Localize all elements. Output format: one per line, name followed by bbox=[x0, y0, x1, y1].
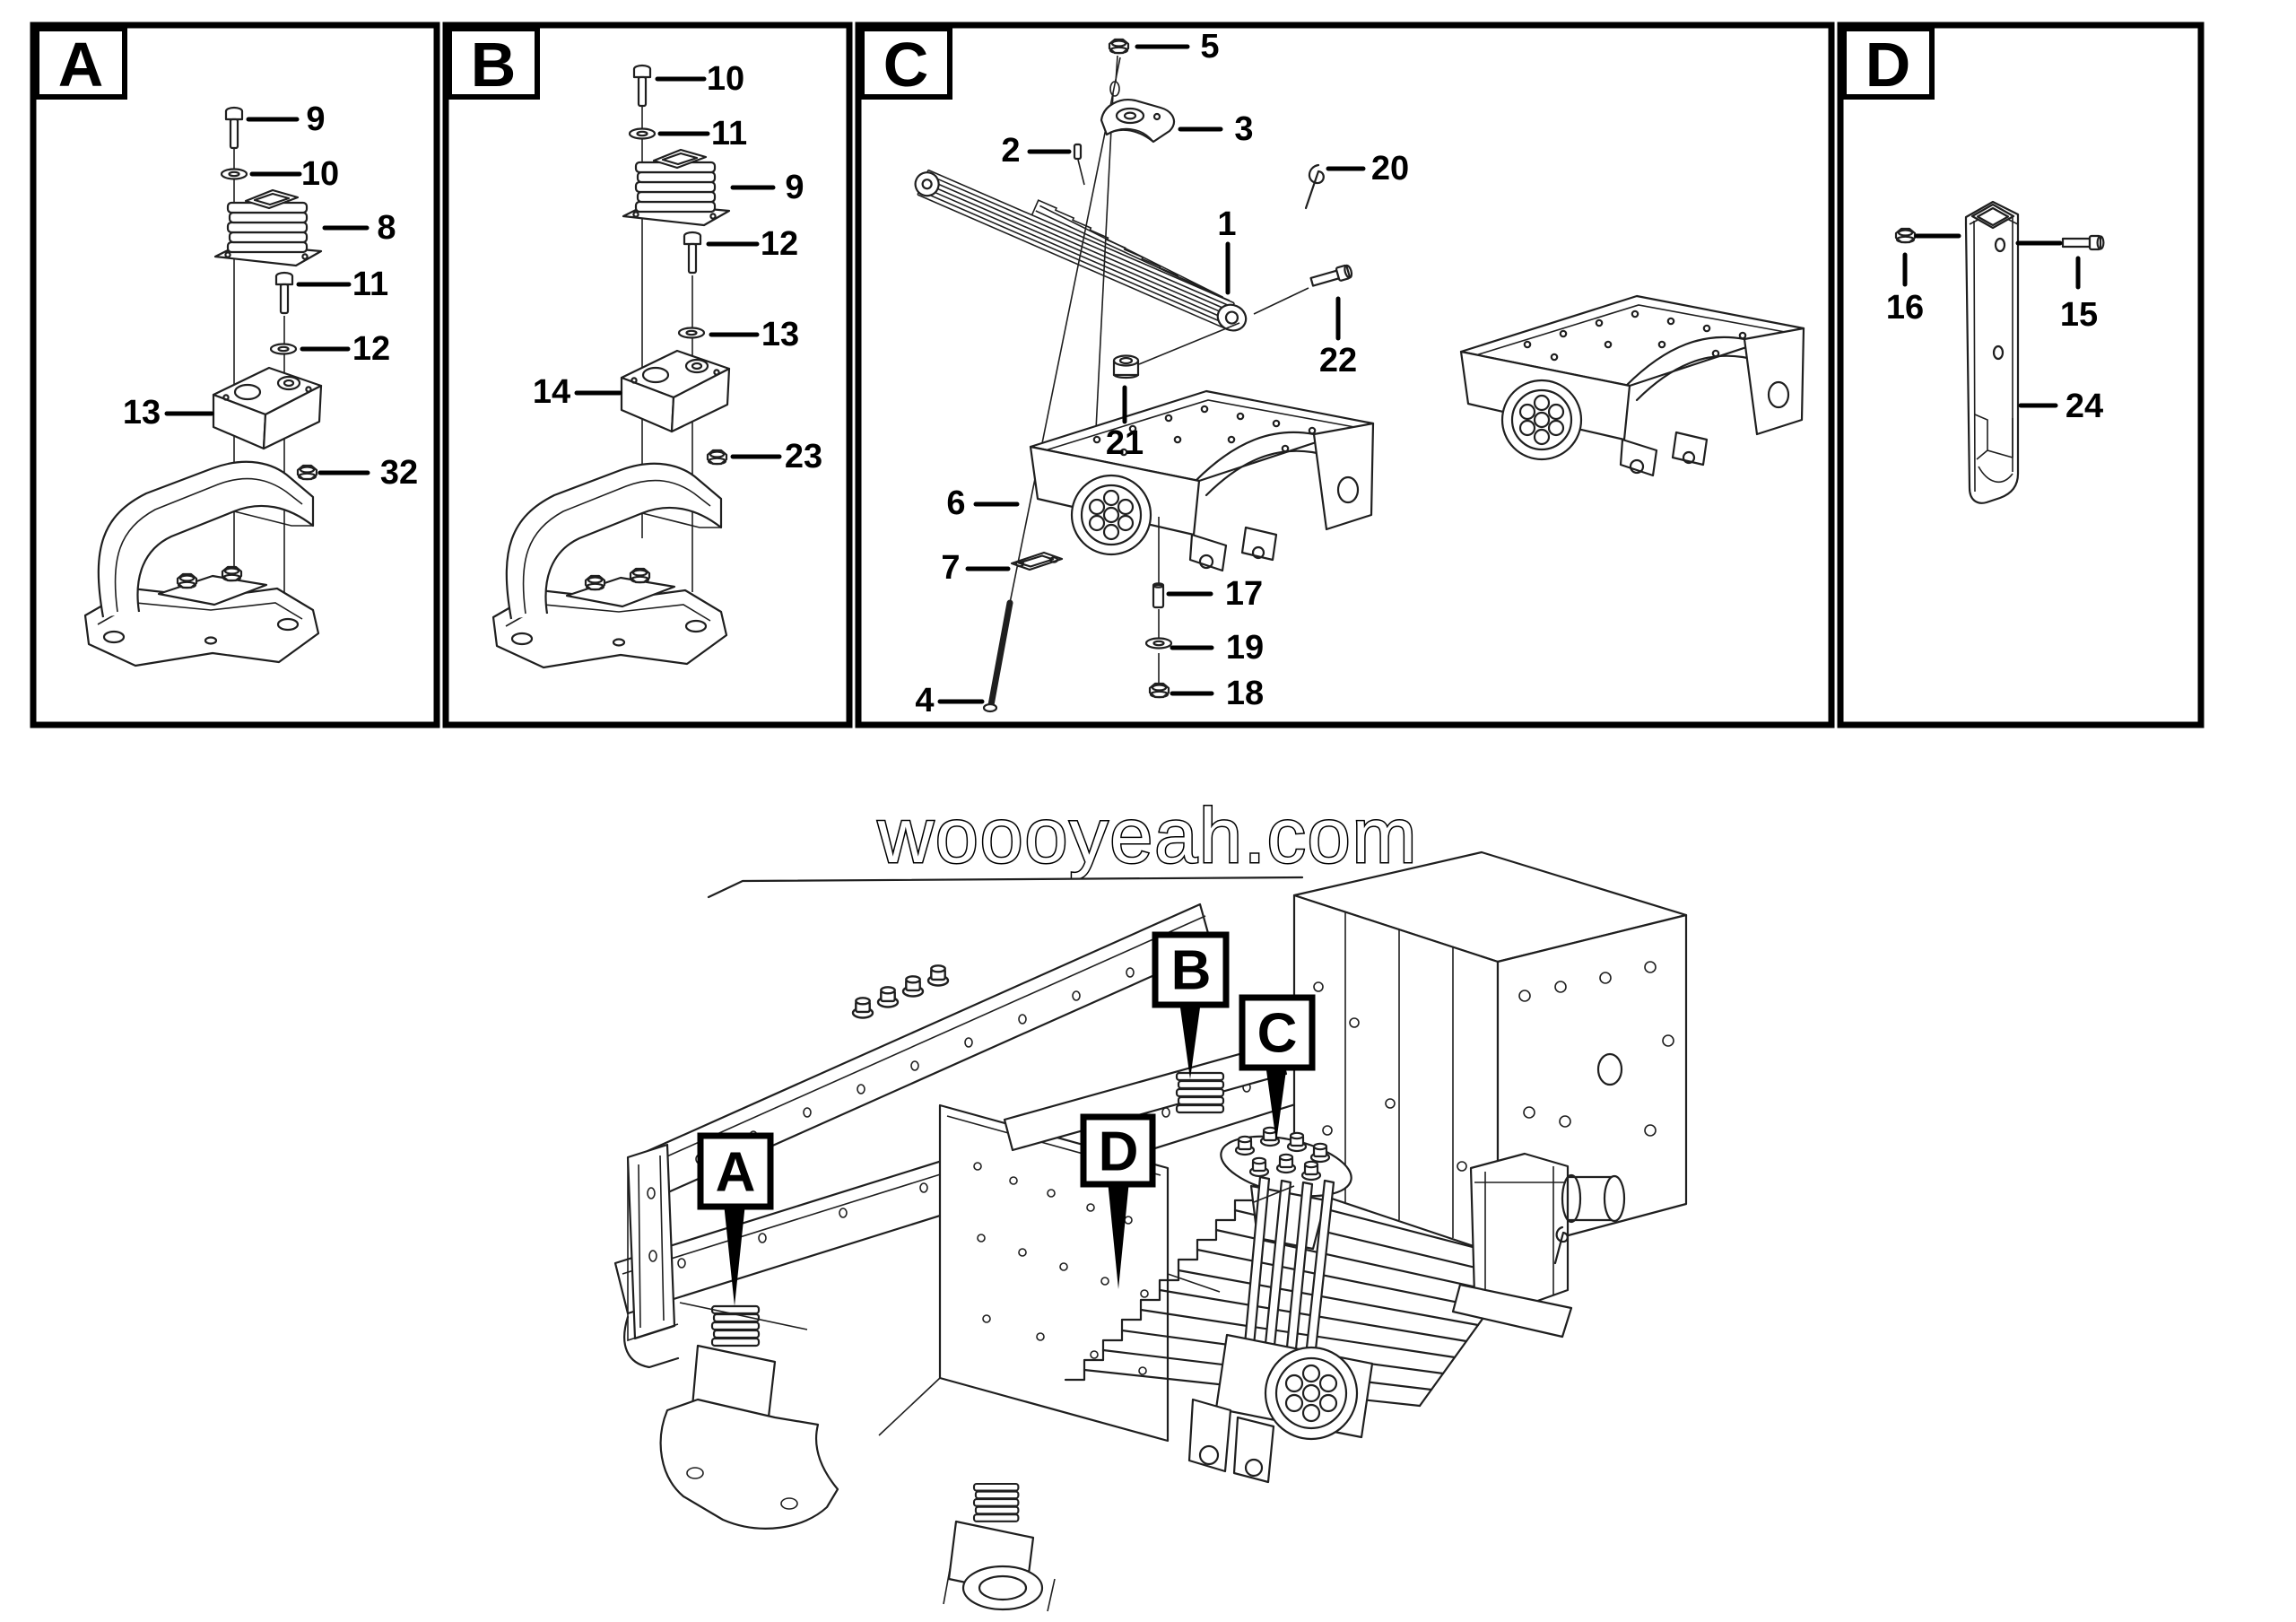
callout-b-letter: B bbox=[1170, 939, 1212, 1002]
cap-glyph-3 bbox=[1101, 100, 1174, 142]
panel-c-drawing bbox=[911, 39, 1804, 711]
bushing-glyph-21 bbox=[1114, 356, 1138, 379]
bellows-glyph-9 bbox=[623, 150, 729, 225]
rod-glyph-4 bbox=[991, 603, 1010, 705]
panel-a-drawing bbox=[85, 108, 321, 666]
callout-c-letter: C bbox=[1257, 1002, 1298, 1065]
part-label-12b: 12 bbox=[760, 225, 799, 263]
part-label-10: 10 bbox=[300, 155, 340, 193]
washer-glyph-19 bbox=[1146, 639, 1171, 649]
machine-overview-drawing bbox=[615, 852, 1686, 1611]
part-label-7: 7 bbox=[941, 549, 961, 587]
panel-d bbox=[1840, 25, 2201, 725]
part-label-9: 9 bbox=[306, 100, 326, 138]
part-label-18: 18 bbox=[1225, 675, 1265, 712]
left-end-channel bbox=[628, 1145, 674, 1339]
panel-d-border bbox=[1840, 25, 2201, 725]
nut-glyph-16 bbox=[1896, 229, 1915, 242]
bolt-glyph-22 bbox=[1310, 265, 1353, 289]
block-glyph-13 bbox=[213, 368, 321, 449]
part-label-10b: 10 bbox=[706, 60, 745, 98]
part-label-15: 15 bbox=[2059, 296, 2099, 334]
nut-glyph-18 bbox=[1150, 684, 1169, 697]
washer-glyph-11 bbox=[630, 129, 655, 139]
part-label-24: 24 bbox=[2065, 388, 2104, 425]
washer-glyph-12 bbox=[271, 344, 296, 354]
panel-d-letter: D bbox=[1865, 30, 1911, 100]
part-label-2: 2 bbox=[1001, 132, 1021, 170]
mid-foot-roller bbox=[944, 1484, 1055, 1611]
washer-glyph-10 bbox=[222, 170, 247, 179]
part-label-16: 16 bbox=[1885, 289, 1925, 327]
panel-d-drawing bbox=[1896, 202, 2103, 503]
panel-c-letter: C bbox=[883, 30, 929, 100]
spacer-glyph-17 bbox=[1153, 583, 1163, 607]
axle-hub-assembly bbox=[1189, 1335, 1372, 1482]
b-mount-pad bbox=[1177, 1073, 1223, 1112]
panel-c bbox=[858, 25, 1831, 725]
part-label-11b: 11 bbox=[710, 115, 748, 153]
block-glyph-14 bbox=[622, 351, 729, 432]
part-label-22: 22 bbox=[1318, 342, 1358, 379]
bolt-glyph-10 bbox=[634, 65, 650, 106]
watermark-text: woooyeah.com bbox=[877, 793, 1419, 879]
bolt-glyph-15 bbox=[2063, 236, 2103, 249]
part-label-8: 8 bbox=[377, 209, 396, 247]
part-label-4: 4 bbox=[915, 682, 935, 719]
pin-glyph-2 bbox=[1074, 144, 1081, 159]
rail-bolt-cluster bbox=[853, 965, 948, 1017]
part-label-23: 23 bbox=[784, 438, 823, 475]
part-label-6: 6 bbox=[946, 484, 966, 522]
washer-glyph-13 bbox=[679, 328, 704, 338]
axle-assembly-right bbox=[1461, 296, 1804, 475]
bellows-glyph-8 bbox=[215, 190, 321, 266]
part-label-32: 32 bbox=[379, 454, 419, 492]
a-mount-foot bbox=[661, 1303, 838, 1529]
part-label-13b: 13 bbox=[761, 316, 800, 353]
part-label-17: 17 bbox=[1224, 575, 1264, 613]
part-label-12: 12 bbox=[352, 330, 391, 368]
part-label-5: 5 bbox=[1200, 28, 1220, 65]
nut-glyph-5 bbox=[1109, 39, 1128, 53]
part-label-11: 11 bbox=[352, 266, 389, 303]
bolt-glyph-11 bbox=[276, 273, 292, 313]
nut-glyph-32 bbox=[298, 466, 317, 479]
part-label-1: 1 bbox=[1217, 205, 1237, 243]
panel-b-letter: B bbox=[470, 30, 517, 100]
part-label-3: 3 bbox=[1234, 110, 1254, 148]
panel-a bbox=[33, 25, 437, 725]
leafspring-glyph-1 bbox=[911, 153, 1257, 336]
panel-b-drawing bbox=[493, 65, 729, 667]
panel-b bbox=[446, 25, 849, 725]
right-stand-roller bbox=[1453, 1154, 1624, 1337]
callout-a-letter: A bbox=[715, 1141, 756, 1204]
panel-a-letter: A bbox=[57, 30, 104, 100]
part-label-21: 21 bbox=[1105, 424, 1144, 462]
nut-glyph-23 bbox=[708, 450, 726, 464]
bracket-glyph-a bbox=[85, 462, 318, 666]
axle-assembly-left bbox=[1031, 391, 1373, 571]
callout-d-letter: D bbox=[1098, 1121, 1139, 1183]
part-label-20: 20 bbox=[1370, 150, 1410, 187]
part-label-13: 13 bbox=[122, 394, 161, 432]
part-label-19: 19 bbox=[1225, 629, 1265, 667]
clip-glyph-20 bbox=[1306, 165, 1324, 208]
bolt-glyph-9 bbox=[226, 108, 242, 148]
part-label-14: 14 bbox=[532, 373, 571, 411]
part-label-9b: 9 bbox=[785, 169, 804, 206]
bracket-glyph-b bbox=[493, 464, 726, 667]
bolt-glyph-12 bbox=[684, 232, 700, 273]
